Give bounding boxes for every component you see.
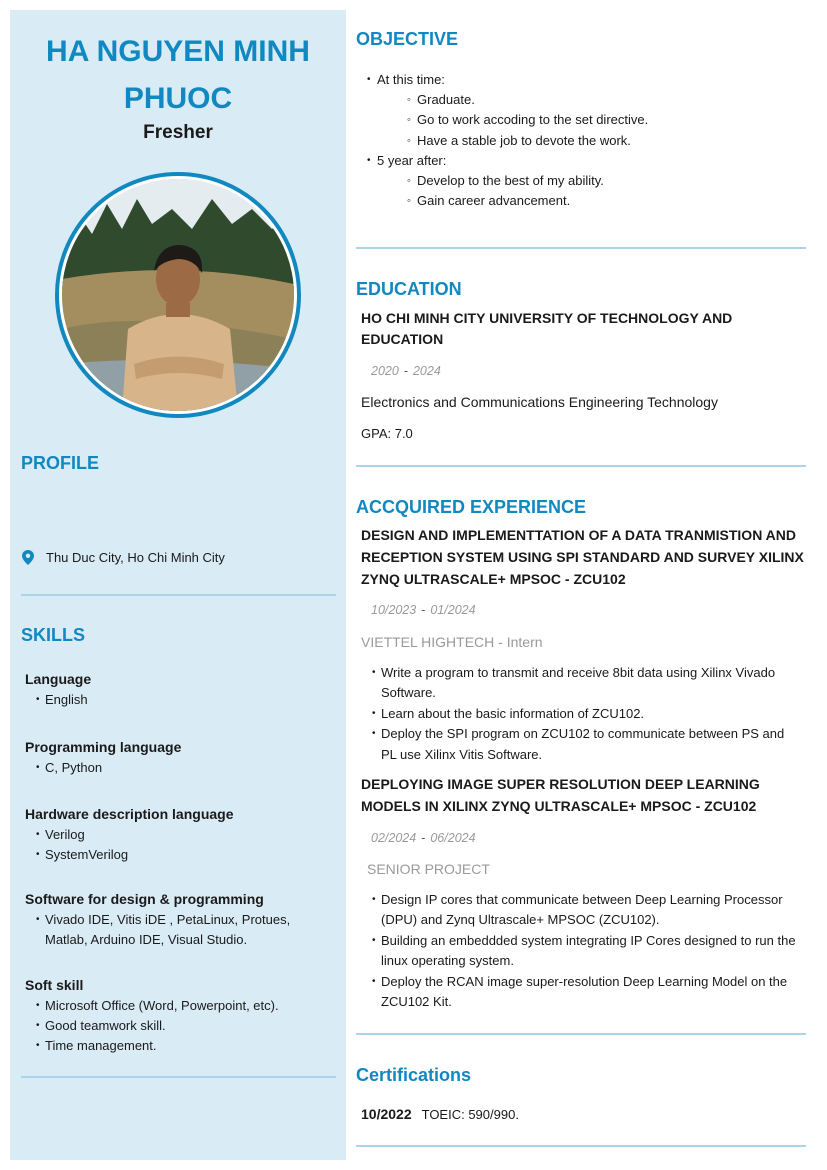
project-dates [371,603,476,617]
project-task-list [361,890,801,1012]
school-name: HO CHI MINH CITY UNIVERSITY OF TECHNOLOGY AND EDUCATION [361,310,733,347]
sidebar [10,10,346,1160]
location-pin-icon [22,550,34,565]
project-title: DEPLOYING IMAGE SUPER RESOLUTION DEEP LEARNING MODELS IN XILINX ZYNQ ULTRASCALE+ MPSOC - ZCU102 [361,776,760,814]
project-task: • Deploy the RCAN image super-resolution Deep Learning Model on the ZCU102 Kit. [361,972,801,1013]
project-task: • Deploy the SPI program on ZCU102 to communicate between PS and PL use Xilinx Vitis Software. [361,724,801,765]
objective-title: OBJECTIVE [356,29,459,49]
objective-item: ◦ Have a stable job to devote the work. [366,131,648,151]
skill-item: • Vivado IDE, Vitis iDE , PetaLinux, Protues, Matlab, Arduino IDE, Visual Studio. [25,910,305,950]
skill-group-title: Language [25,671,92,687]
sidebar-divider-1 [21,594,336,596]
project-start: 10/2023 [371,603,417,617]
objective-group-label: • At this time: [366,70,648,90]
project-start: 02/2024 [371,831,417,845]
objective-item: ◦ Develop to the best of my ability. [366,171,648,191]
skill-group-software [25,891,305,950]
education-title: EDUCATION [356,279,462,299]
project-task: • Write a program to transmit and receive 8bit data using Xilinx Vivado Software. [361,663,801,704]
skill-group-title: Hardware description language [25,806,234,822]
project-task: • Learn about the basic information of ZCU102. [361,704,801,724]
skill-group-language [25,671,325,710]
main-divider-4 [356,1145,806,1147]
education-start: 2020 [371,364,399,378]
objective-item: ◦ Graduate. [366,90,648,110]
profile-title: PROFILE [21,453,100,473]
skill-item: • SystemVerilog [25,845,325,865]
skill-item: • English [25,690,325,710]
certification-date: 10/2022 [361,1106,412,1122]
date-separator: - [421,603,426,617]
skill-item: • Microsoft Office (Word, Powerpoint, etc). [25,996,325,1016]
project-task: • Design IP cores that communicate between Deep Learning Processor (DPU) and Zynq Ultrascale+ MPSOC (ZCU102). [361,890,801,931]
skill-group-programming [25,739,325,778]
skill-group-title: Software for design & programming [25,891,264,907]
project-task: • Building an embeddded system integrating IP Cores designed to run the linux operating system. [361,931,801,972]
project-company: SENIOR PROJECT [367,861,490,877]
certification-entry [361,1106,519,1122]
objective-list [366,70,648,211]
skill-group-title: Programming language [25,739,182,755]
certifications-title: Certifications [356,1065,472,1085]
main-divider-3 [356,1033,806,1035]
skill-group-hdl [25,806,325,865]
skill-item: • C, Python [25,758,325,778]
candidate-name [10,28,346,122]
date-separator: - [403,364,408,378]
project-company: VIETTEL HIGHTECH - Intern [361,634,543,650]
objective-item: ◦ Gain career advancement. [366,191,648,211]
location-text: Thu Duc City, Ho Chi Minh City [46,550,225,565]
avatar [55,172,301,418]
project-task-list [361,663,801,765]
skill-item: • Time management. [25,1036,325,1056]
experience-title: ACCQUIRED EXPERIENCE [356,497,587,517]
objective-item: ◦ Go to work accoding to the set directive. [366,110,648,130]
candidate-name-line2: PHUOC [123,82,233,115]
skill-group-title: Soft skill [25,977,84,993]
main-divider-1 [356,247,806,249]
education-end: 2024 [412,364,441,378]
skills-title: SKILLS [21,625,86,645]
avatar-portrait-illustration [62,179,294,411]
objective-group-label: • 5 year after: [366,151,648,171]
certification-text: TOEIC: 590/990. [421,1107,519,1122]
project-end: 06/2024 [430,831,476,845]
education-dates [371,364,441,378]
avatar-photo [62,179,294,411]
project-end: 01/2024 [430,603,476,617]
gpa: GPA: 7.0 [361,426,413,441]
major: Electronics and Communications Engineering Technology [361,394,718,410]
candidate-role: Fresher [143,122,213,143]
candidate-name-line1: HA NGUYEN MINH [46,35,310,68]
skill-group-soft-skill [25,977,325,1056]
sidebar-divider-2 [21,1076,336,1078]
skill-item: • Verilog [25,825,325,845]
date-separator: - [421,831,426,845]
main-divider-2 [356,465,806,467]
project-title: DESIGN AND IMPLEMENTTATION OF A DATA TRANMISTION AND RECEPTION SYSTEM USING SPI STANDARD AND SURVEY XILINX ZYNQ ULTRASCALE+ MPSOC - ZCU102 [361,527,804,587]
location [22,550,225,565]
project-dates [371,831,476,845]
skill-item: • Good teamwork skill. [25,1016,325,1036]
